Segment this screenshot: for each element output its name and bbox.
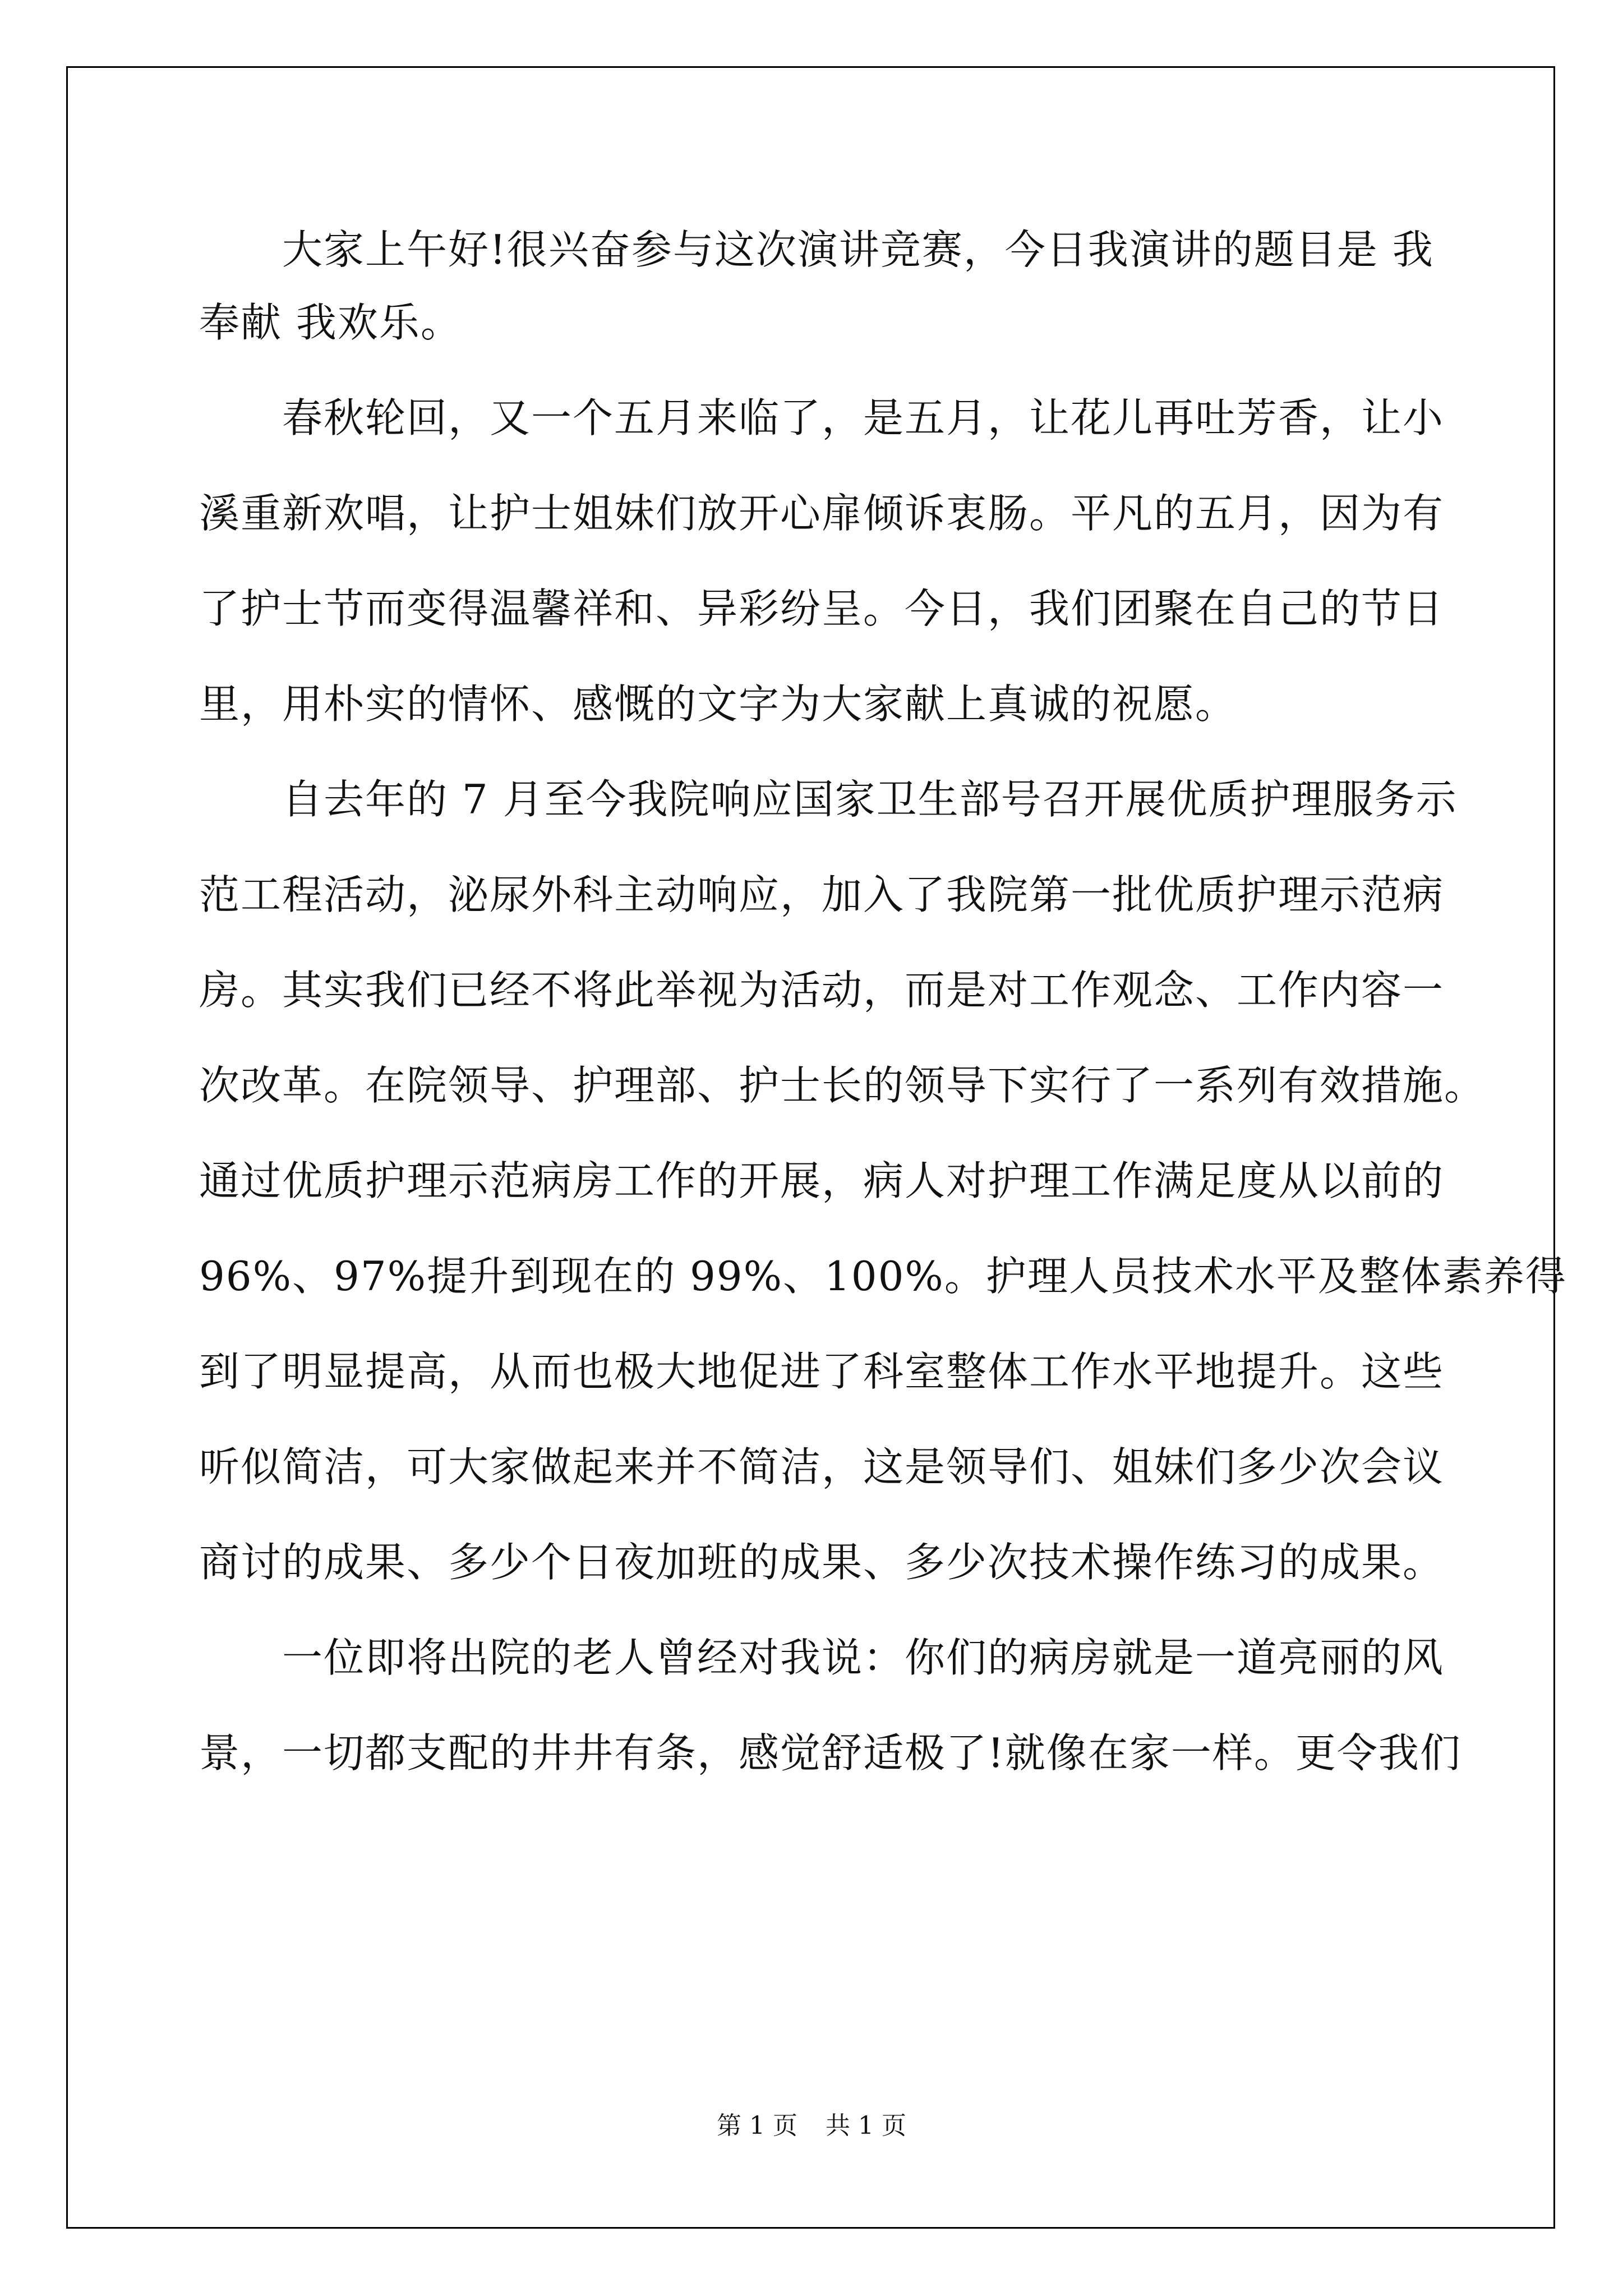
page-footer: [0, 2109, 1623, 2143]
text-line: 奉献 我欢乐。: [199, 299, 462, 346]
text-line: 大家上午好!很兴奋参与这次演讲竞赛，今日我演讲的题目是 我: [199, 226, 1434, 273]
text-line: 96%、97%提升到现在的 99%、100%。护理人员技术水平及整体素养得: [199, 1253, 1567, 1300]
text-line: 自去年的 7 月至今我院响应国家卫生部号召开展优质护理服务示: [199, 776, 1458, 823]
text-line: 了护士节而变得温馨祥和、异彩纷呈。今日，我们团聚在自己的节日: [199, 585, 1445, 632]
text-line: 到了明显提高，从而也极大地促进了科室整体工作水平地提升。这些: [199, 1348, 1445, 1395]
text-line: 春秋轮回，又一个五月来临了，是五月，让花儿再吐芳香，让小: [199, 394, 1445, 441]
text-line: 范工程活动，泌尿外科主动响应，加入了我院第一批优质护理示范病: [199, 871, 1445, 918]
page-total: 共 1 页: [826, 2111, 906, 2140]
text-line: 次改革。在院领导、护理部、护士长的领导下实行了一系列有效措施。: [199, 1062, 1486, 1109]
text-line: 房。其实我们已经不将此举视为活动，而是对工作观念、工作内容一: [199, 967, 1445, 1014]
text-line: 里，用朴实的情怀、感慨的文字为大家献上真诚的祝愿。: [199, 680, 1237, 728]
text-line: 景，一切都支配的井井有条，感觉舒适极了!就像在家一样。更令我们: [199, 1729, 1461, 1777]
text-line: 通过优质护理示范病房工作的开展，病人对护理工作满足度从以前的: [199, 1157, 1445, 1204]
text-line: 一位即将出院的老人曾经对我说：你们的病房就是一道亮丽的风: [199, 1634, 1445, 1681]
text-line: 商讨的成果、多少个日夜加班的成果、多少次技术操作练习的成果。: [199, 1539, 1445, 1586]
text-line: 听似简洁，可大家做起来并不简洁，这是领导们、姐妹们多少次会议: [199, 1443, 1445, 1490]
page-number: 第 1 页: [717, 2111, 797, 2140]
text-line: 溪重新欢唱，让护士姐妹们放开心扉倾诉衷肠。平凡的五月，因为有: [199, 490, 1445, 537]
